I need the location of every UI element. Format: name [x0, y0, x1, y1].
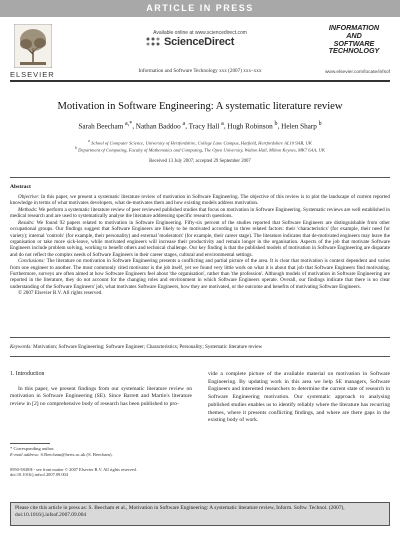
- article-in-press-banner: ARTICLE IN PRESS: [0, 0, 400, 17]
- footnotes: [10, 446, 192, 457]
- author-name: Tracy Hall: [188, 122, 220, 131]
- body-paragraph: vide a complete picture of the available material on motivation in Software Engineering. By updating work in this area we help SE managers, Software Engineers and interested researchers to determine the current state of research in Software Engineering motivation. Our systematic approach to analysing published studies enables us to identify reliably where the literature has recurring themes, where it presents conflicting findings, and where are there gaps in the existing body of work.: [208, 371, 390, 424]
- issn-block: [10, 467, 192, 478]
- received-dates: Received 13 July 2007; accepted 29 September 2007: [149, 159, 251, 164]
- citation-box: Please cite this article in press as: S. Beecham et al., Motivation in Software Engineering: A systematic literature review, Inform. Softw. Technol. (2007), doi:10.1016/j.infsof.2007.09.004: [10, 502, 390, 526]
- journal-logo-line: AND: [346, 30, 362, 40]
- author-name: Helen Sharp: [281, 122, 317, 131]
- body-left-column: [10, 371, 192, 409]
- abstract-text: The literature on motivation in Software Engineering presents a conflicting and partial picture of the area. It is clear that motivation is context dependent and varies from one engineer to another. The most commonly cited motivator is the job itself, yet we found very little work on what it is about that job that Software Engineers find motivating. Furthermore, surveys are often aimed at how Software Engineers feel about 'the organisation', rather than 'the profession'. Although models of motivation in Software Engineering are reported in the literature, they do not account for the changing roles and environment in which Software Engineers operate. Overall, our findings indicate that there is no clear understanding of the Software Engineers' job, what motivates Software Engineers, how they are motivated, or the outcome and benefits of motivating Software Engineers.: [10, 258, 390, 290]
- body-right-column: [208, 371, 390, 425]
- footnote-rule: [10, 443, 50, 444]
- email-address[interactable]: S.Beecham@herts.ac.uk (S. Beecham).: [40, 451, 113, 457]
- copyright-notice: © 2007 Elsevier B.V. All rights reserved.: [18, 290, 103, 297]
- abstract-paragraph: [10, 207, 390, 220]
- sciencedirect-dots-icon: [145, 36, 161, 48]
- section-heading: 1. Introduction: [10, 371, 45, 377]
- affiliation-mark: a: [88, 139, 91, 143]
- affiliation-text: Department of Computing, Faculty of Mathematics and Computing, The Open University, Walton Hall, Milton Keynes, MK7 6AA, UK: [78, 147, 325, 153]
- abstract-label: Results:: [18, 220, 35, 227]
- journal-citation-line: Information and Software Technology xxx (2007) xxx–xxx: [138, 68, 262, 74]
- journal-logo-line: SOFTWARE: [333, 38, 375, 48]
- doi-line[interactable]: doi:10.1016/j.infsof.2007.09.004: [10, 472, 68, 478]
- abstract-heading: Abstract: [10, 184, 31, 190]
- journal-url[interactable]: www.elsevier.com/locate/infsof: [324, 70, 390, 75]
- journal-logo-line: TECHNOLOGY: [328, 46, 380, 56]
- sciencedirect-wordmark: ScienceDirect: [164, 36, 235, 48]
- email-note: [10, 452, 192, 458]
- body-paragraph: In this paper, we present findings from our systematic literature review on motivation in Software Engineering (SE). Since Barrett and Martin's literature review in [2] no comprehensive body of research has been published to pro-: [10, 385, 192, 408]
- author-affiliation-mark: a: [221, 121, 224, 127]
- abstract-body: [10, 194, 390, 297]
- affiliation-mark: b: [75, 146, 78, 150]
- masthead-divider: [10, 80, 390, 82]
- journal-masthead: [0, 18, 400, 100]
- journal-logo-line: INFORMATION: [328, 23, 380, 32]
- author-name: Hugh Robinson: [227, 122, 273, 131]
- sciencedirect-logo: [145, 36, 234, 48]
- author-affiliation-mark: a: [182, 121, 186, 127]
- author-name: Nathan Baddoo: [135, 122, 181, 131]
- abstract-label: Conclusions:: [18, 258, 46, 265]
- corresponding-author-note: * Corresponding author.: [10, 446, 55, 451]
- keywords-bottom-rule: [10, 356, 390, 357]
- abstract-label: Methods:: [18, 207, 38, 214]
- keywords-line: [10, 344, 390, 350]
- affiliation: [0, 146, 400, 153]
- author-affiliation-mark: b: [318, 121, 322, 127]
- abstract-text: We perform a systematic literature review of peer reviewed published studies that focus on motivation in Software Engineering. Systematic reviews are well established in medical research and are used to systematically analyse the literature addressing specific research questions.: [10, 207, 390, 220]
- journal-logo: [318, 24, 390, 55]
- article-title: Motivation in Software Engineering: A systematic literature review: [57, 101, 343, 112]
- issn-line: 0950-5849/$ - see front matter © 2007 Elsevier B.V. All rights reserved.: [10, 467, 137, 472]
- abstract-top-rule: [10, 177, 390, 178]
- online-availability: Available online at www.sciencedirect.com: [153, 30, 247, 36]
- abstract-text: In this paper, we present a systematic literature review of motivation in Software Engineering. The objective of this review is to plot the landscape of current reported knowledge in terms of what motivates developers, what de-motivates them and how existing models address motivation.: [10, 194, 390, 207]
- keywords-top-rule: [10, 337, 390, 338]
- affiliation-text: School of Computer Science, University of Hertfordshire, College Lane Campus, Hatfield, Hertfordshire AL10 9AB, UK: [91, 140, 312, 146]
- abstract-paragraph: [10, 194, 390, 207]
- abstract-text: We found 92 papers related to motivation in Software Engineering. Fifty-six percent of the studies reported that Software Engineers are distinguishable from other occupational groups. Our findings suggest that Software Engineers are likely to be motivated according to three related factors: their 'characteristics' (for example, their need for variety); internal 'controls' (for example, their personality) and external 'moderators' (for example, their career stage). The literature indicates that de-motivated engineers may leave the organisation or take more sick-leave, while motivated engineers will increase their productivity and remain longer in the organisation. Aspects of the job that motivate Software Engineers include problem solving, working to benefit others and technical challenge. Our key finding is that the published models of motivation in Software Engineering are disparate and do not reflect the complex needs of Software Engineers in their career stages, cultural and environmental settings.: [10, 220, 390, 258]
- abstract-paragraph: [10, 220, 390, 258]
- keywords-label: Keywords:: [10, 344, 32, 350]
- keywords-text: Motivation; Software Engineering; Software Engineer; Characteristics; Personality; Systematic literature review: [31, 344, 263, 350]
- email-label: E-mail address:: [10, 451, 40, 457]
- abstract-label: Objective:: [18, 194, 40, 200]
- abstract-paragraph: [10, 258, 390, 289]
- author-affiliation-mark: a,*: [125, 121, 133, 127]
- author-affiliation-mark: b: [274, 121, 278, 127]
- author-name: Sarah Beecham: [78, 122, 124, 131]
- author-list: Sarah Beecham $^{a,*}$, Nathan Baddoo $^a$, Tracy Hall $^a$, Hugh Robinson $^b$, Helen Sharp $^b$: [78, 121, 322, 131]
- affiliation: [0, 139, 400, 146]
- publisher-name: ELSEVIER: [10, 70, 55, 79]
